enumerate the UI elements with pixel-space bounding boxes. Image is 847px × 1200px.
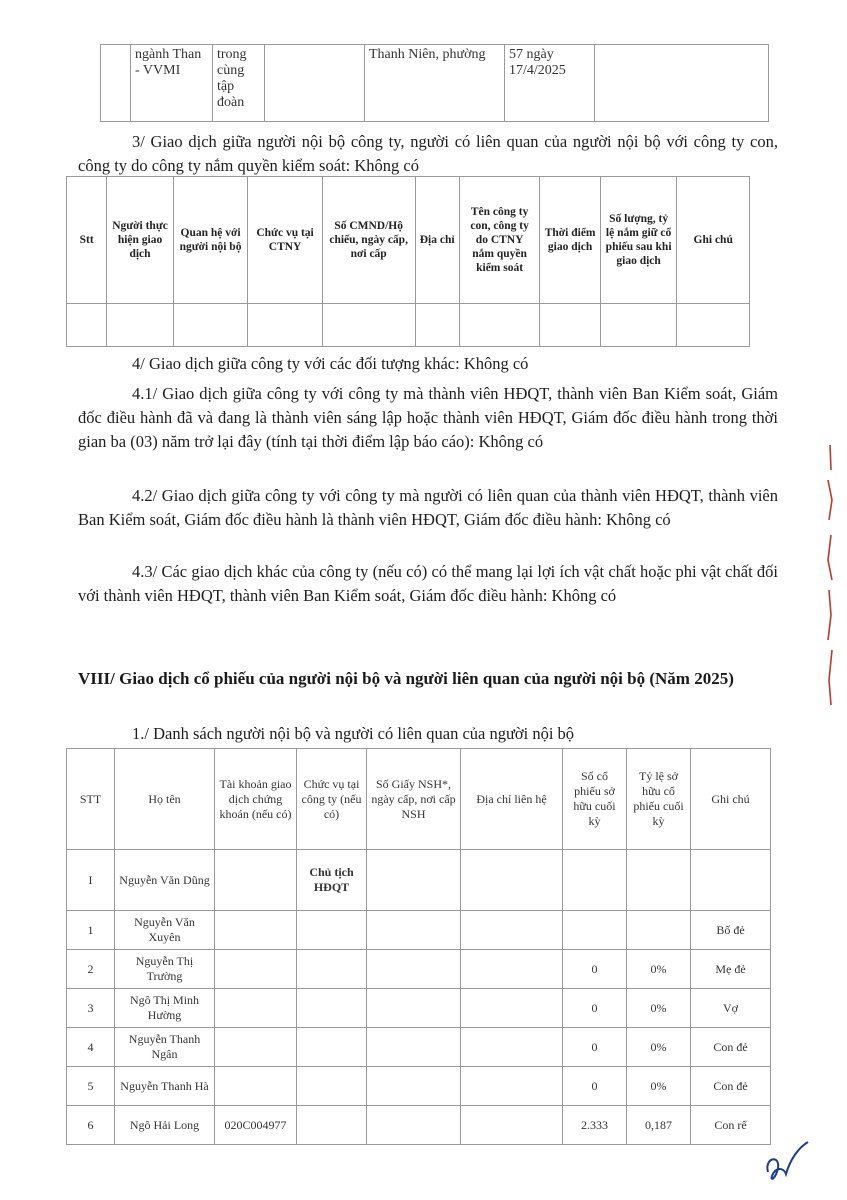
stt-cell: I xyxy=(67,850,115,911)
shares-cell xyxy=(563,850,627,911)
position-cell xyxy=(297,1028,367,1067)
column-header: Số cổ phiếu sở hữu cuối kỳ xyxy=(563,749,627,850)
section-4-text: 4/ Giao dịch giữa công ty với các đối tượng khác: Không có xyxy=(132,354,529,373)
table-header-row xyxy=(67,749,771,850)
address-cell xyxy=(461,1106,563,1145)
column-header: Địa chỉ liên hệ xyxy=(461,749,563,850)
note-cell: Mẹ đẻ xyxy=(691,950,771,989)
stt-cell: 3 xyxy=(67,989,115,1028)
account-cell xyxy=(215,950,297,989)
account-cell xyxy=(215,989,297,1028)
stt-cell: 1 xyxy=(67,911,115,950)
section-4-2-text: 4.2/ Giao dịch giữa công ty với công ty mà người có liên quan của thành viên HĐQT, thành viên Ban Kiểm soát, Giám đốc điều hành là thành viên HĐQT, Giám đốc điều hành: Không có xyxy=(78,486,778,529)
column-header: Người thực hiện giao dịch xyxy=(107,177,173,304)
position-cell xyxy=(297,950,367,989)
table-row xyxy=(67,911,771,950)
column-header: Ghi chú xyxy=(691,749,771,850)
name-cell: Nguyễn Văn Dũng xyxy=(115,850,215,911)
table-header-row xyxy=(67,177,750,304)
table-row xyxy=(67,304,750,347)
section-3-text: 3/ Giao dịch giữa người nội bộ công ty, người có liên quan của người nội bộ với công ty con, công ty do công ty nắm quyền kiểm soát: Không có xyxy=(78,132,778,175)
section-8-title: VIII/ Giao dịch cổ phiếu của người nội bộ và người liên quan của người nội bộ (Năm 2025) xyxy=(78,669,734,688)
table-row xyxy=(67,850,771,911)
table-cell xyxy=(265,45,365,122)
name-cell: Nguyễn Thanh Ngân xyxy=(115,1028,215,1067)
position-cell: Chủ tịch HĐQT xyxy=(297,850,367,911)
address-cell xyxy=(461,850,563,911)
section-4-3-text: 4.3/ Các giao dịch khác của công ty (nếu có) có thể mang lại lợi ích vật chất hoặc phi vật chất đối với thành viên HĐQT, thành viên Ban Kiểm soát, Giám đốc điều hành: Không có xyxy=(78,562,778,605)
name-cell: Ngô Hải Long xyxy=(115,1106,215,1145)
column-header: Số CMND/Hộ chiếu, ngày cấp, nơi cấp xyxy=(322,177,415,304)
shares-cell: 2.333 xyxy=(563,1106,627,1145)
column-header: Số lượng, tỷ lệ nắm giữ cổ phiếu sau khi giao dịch xyxy=(600,177,677,304)
note-cell: Con đẻ xyxy=(691,1028,771,1067)
column-header: STT xyxy=(67,749,115,850)
account-cell xyxy=(215,1028,297,1067)
shares-cell xyxy=(563,911,627,950)
stt-cell: 6 xyxy=(67,1106,115,1145)
note-cell: Con đẻ xyxy=(691,1067,771,1106)
column-header: Tỷ lệ sở hữu cổ phiếu cuối kỳ xyxy=(627,749,691,850)
table-row xyxy=(67,1106,771,1145)
table-cell xyxy=(101,45,131,122)
section-4-1-text: 4.1/ Giao dịch giữa công ty với công ty mà thành viên HĐQT, thành viên Ban Kiểm soát, Giám đốc điều hành đã và đang là thành viên sáng lập hoặc thành viên HĐQT, Giám đốc điều hành trong thời gian ba (03) năm trở lại đây (tính tại thời điểm lập báo cáo): Không có xyxy=(78,384,778,451)
ratio-cell: 0% xyxy=(627,1028,691,1067)
address-cell xyxy=(461,911,563,950)
column-header: Tên công ty con, công ty do CTNY nắm quyền kiểm soát xyxy=(459,177,540,304)
account-cell xyxy=(215,850,297,911)
column-header: Stt xyxy=(67,177,107,304)
ratio-cell xyxy=(627,850,691,911)
ratio-cell: 0% xyxy=(627,989,691,1028)
table-cell: ngành Than - VVMI xyxy=(131,45,213,122)
name-cell: Ngô Thị Minh Hường xyxy=(115,989,215,1028)
table-row xyxy=(67,1028,771,1067)
table-row xyxy=(67,1067,771,1106)
column-header: Quan hệ với người nội bộ xyxy=(173,177,248,304)
note-cell: Bố đẻ xyxy=(691,911,771,950)
name-cell: Nguyễn Thị Trường xyxy=(115,950,215,989)
address-cell xyxy=(461,1067,563,1106)
shares-cell: 0 xyxy=(563,1067,627,1106)
nsh-cell xyxy=(367,850,461,911)
table-cell xyxy=(595,45,769,122)
nsh-cell xyxy=(367,1067,461,1106)
nsh-cell xyxy=(367,950,461,989)
address-cell xyxy=(461,1028,563,1067)
position-cell xyxy=(297,1067,367,1106)
position-cell xyxy=(297,989,367,1028)
ratio-cell: 0,187 xyxy=(627,1106,691,1145)
column-header: Địa chỉ xyxy=(415,177,459,304)
ratio-cell: 0% xyxy=(627,1067,691,1106)
note-cell: Vợ xyxy=(691,989,771,1028)
stt-cell: 4 xyxy=(67,1028,115,1067)
column-header: Tài khoản giao dịch chứng khoán (nếu có) xyxy=(215,749,297,850)
position-cell xyxy=(297,911,367,950)
nsh-cell xyxy=(367,1028,461,1067)
column-header: Họ tên xyxy=(115,749,215,850)
stt-cell: 5 xyxy=(67,1067,115,1106)
column-header: Chức vụ tại công ty (nếu có) xyxy=(297,749,367,850)
section-8-subtitle: 1./ Danh sách người nội bộ và người có liên quan của người nội bộ xyxy=(132,724,575,743)
shares-cell: 0 xyxy=(563,1028,627,1067)
table-cell: Thanh Niên, phường xyxy=(365,45,505,122)
initials-signature xyxy=(762,1138,812,1186)
ratio-cell: 0% xyxy=(627,950,691,989)
margin-signature-mark xyxy=(818,440,842,710)
nsh-cell xyxy=(367,989,461,1028)
insider-list-table xyxy=(66,748,771,1145)
subsidiary-transactions-table xyxy=(66,176,750,347)
note-cell: Con rể xyxy=(691,1106,771,1145)
table-row xyxy=(67,950,771,989)
shares-cell: 0 xyxy=(563,950,627,989)
account-cell xyxy=(215,911,297,950)
table-row xyxy=(101,45,769,122)
nsh-cell xyxy=(367,911,461,950)
address-cell xyxy=(461,989,563,1028)
name-cell: Nguyễn Văn Xuyên xyxy=(115,911,215,950)
table-row xyxy=(67,989,771,1028)
name-cell: Nguyễn Thanh Hà xyxy=(115,1067,215,1106)
column-header: Thời điểm giao dịch xyxy=(540,177,600,304)
continuation-table xyxy=(100,44,769,122)
column-header: Số Giấy NSH*, ngày cấp, nơi cấp NSH xyxy=(367,749,461,850)
nsh-cell xyxy=(367,1106,461,1145)
table-cell: trong cùng tập đoàn xyxy=(213,45,265,122)
stt-cell: 2 xyxy=(67,950,115,989)
column-header: Ghi chú xyxy=(677,177,750,304)
column-header: Chức vụ tại CTNY xyxy=(248,177,323,304)
address-cell xyxy=(461,950,563,989)
table-cell: 57 ngày 17/4/2025 xyxy=(505,45,595,122)
account-cell xyxy=(215,1067,297,1106)
shares-cell: 0 xyxy=(563,989,627,1028)
account-cell: 020C004977 xyxy=(215,1106,297,1145)
position-cell xyxy=(297,1106,367,1145)
note-cell xyxy=(691,850,771,911)
ratio-cell xyxy=(627,911,691,950)
